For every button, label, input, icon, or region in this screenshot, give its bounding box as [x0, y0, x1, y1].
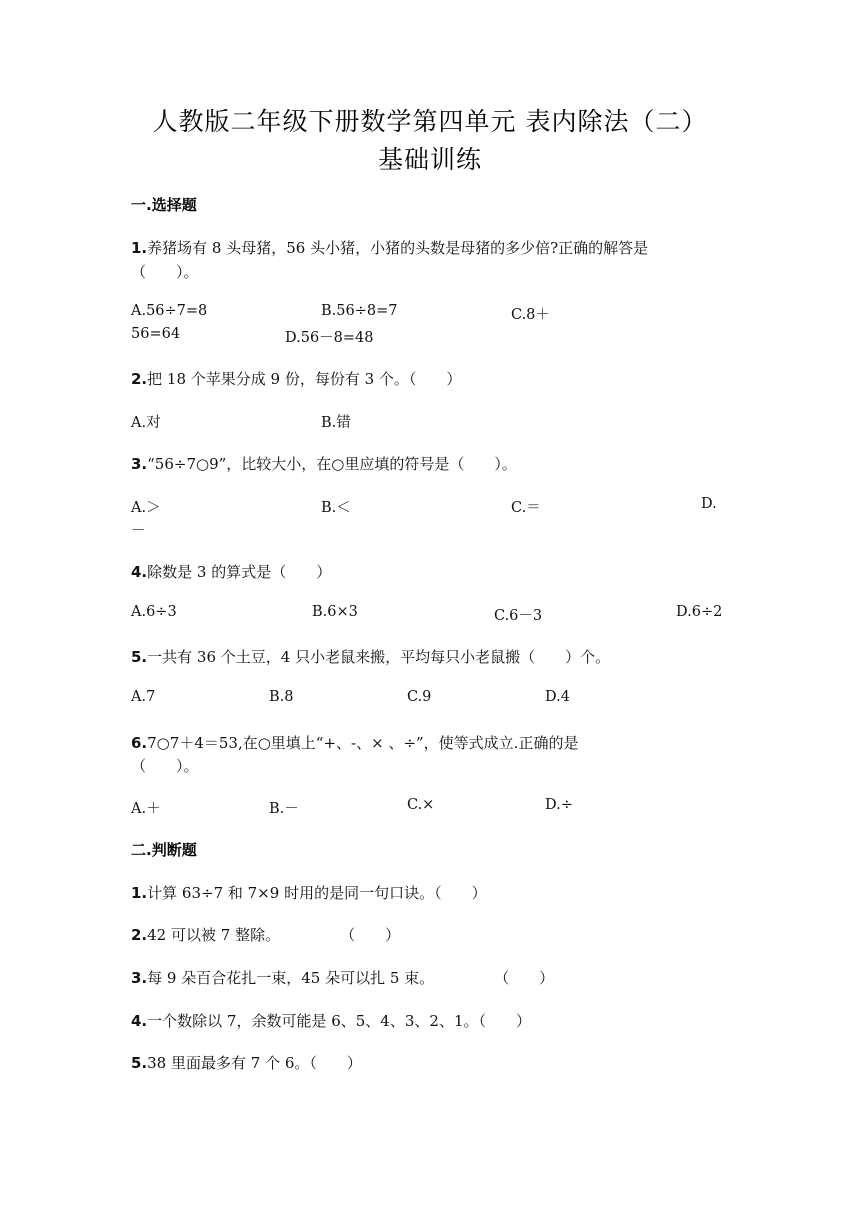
judgement-1 [131, 882, 487, 903]
question-text: 把 18 个苹果分成 9 份，每份有 3 个。（ ） [147, 370, 462, 388]
option-a[interactable]: A.对 [131, 415, 161, 431]
option-c-continuation: 56=64 [131, 326, 181, 342]
page-subtitle: 基础训练 [377, 145, 482, 174]
option-b[interactable]: B.6×3 [312, 604, 358, 620]
judgement-4 [131, 1010, 531, 1031]
question-number: 6. [131, 734, 148, 752]
option-a[interactable]: A.56÷7=8 [131, 303, 208, 319]
option-d-continuation: － [131, 523, 146, 539]
question-3 [131, 453, 517, 474]
option-c[interactable]: C.9 [407, 689, 432, 705]
question-number: 1. [131, 239, 148, 257]
question-number: 5. [131, 648, 148, 666]
page-title: 人教版二年级下册数学第四单元 表内除法（二） [152, 107, 708, 136]
question-text: 计算 63÷7 和 7×9 时用的是同一句口诀。（ ） [147, 884, 487, 902]
option-d[interactable]: D.4 [545, 689, 570, 705]
option-b[interactable]: B.＜ [321, 500, 351, 516]
question-text: 38 里面最多有 7 个 6。（ ） [147, 1054, 362, 1072]
option-c[interactable]: C.6－3 [494, 608, 543, 624]
judgement-2 [131, 924, 400, 945]
question-number: 1. [131, 884, 148, 902]
option-b[interactable]: B.56÷8=7 [321, 303, 398, 319]
option-a[interactable]: A.6÷3 [131, 604, 177, 620]
question-1-continuation: （ ）。 [131, 263, 199, 281]
option-a[interactable]: A.＞ [131, 500, 161, 516]
question-6-continuation: （ ）。 [131, 757, 199, 775]
option-d[interactable]: D. [701, 496, 717, 512]
question-number: 5. [131, 1054, 148, 1072]
question-2 [131, 368, 461, 389]
question-text: 一共有 36 个土豆，4 只小老鼠来搬，平均每只小老鼠搬（ ）个。 [147, 648, 611, 666]
question-number: 4. [131, 1012, 148, 1030]
section-heading-choice: 一.选择题 [131, 196, 197, 214]
question-text: 每 9 朵百合花扎一束，45 朵可以扎 5 束。 （ ） [147, 969, 555, 987]
question-4 [131, 561, 331, 582]
question-text: 除数是 3 的算式是（ ） [147, 563, 332, 581]
option-a[interactable]: A.7 [131, 689, 156, 705]
option-b[interactable]: B.－ [269, 801, 299, 817]
question-number: 2. [131, 370, 148, 388]
question-number: 4. [131, 563, 148, 581]
question-number: 2. [131, 926, 148, 944]
judgement-3 [131, 967, 554, 988]
question-6 [131, 732, 578, 753]
option-c[interactable]: C.＝ [511, 500, 541, 516]
question-number: 3. [131, 969, 148, 987]
judgement-5 [131, 1052, 362, 1073]
question-text: 一个数除以 7，余数可能是 6、5、4、3、2、1。（ ） [147, 1012, 531, 1030]
question-text: 42 可以被 7 整除。 （ ） [147, 926, 401, 944]
question-text: 7○7＋4＝53,在○里填上“+、-、× 、÷”，使等式成立.正确的是 [147, 734, 579, 752]
question-text: “56÷7○9”，比较大小，在○里应填的符号是（ ）。 [147, 455, 517, 473]
option-a[interactable]: A.＋ [131, 801, 161, 817]
section-heading-judgement: 二.判断题 [131, 841, 197, 859]
question-number: 3. [131, 455, 148, 473]
question-text: 养猪场有 8 头母猪，56 头小猪，小猪的头数是母猪的多少倍?正确的解答是 [147, 239, 649, 257]
option-b[interactable]: B.错 [321, 415, 351, 431]
option-d[interactable]: D.56－8=48 [285, 330, 374, 346]
option-c[interactable]: C.8＋ [511, 307, 550, 323]
question-1 [131, 237, 648, 258]
option-d[interactable]: D.÷ [545, 797, 573, 813]
question-5 [131, 646, 610, 667]
option-d[interactable]: D.6÷2 [676, 604, 723, 620]
option-c[interactable]: C.× [407, 797, 435, 813]
option-b[interactable]: B.8 [269, 689, 294, 705]
